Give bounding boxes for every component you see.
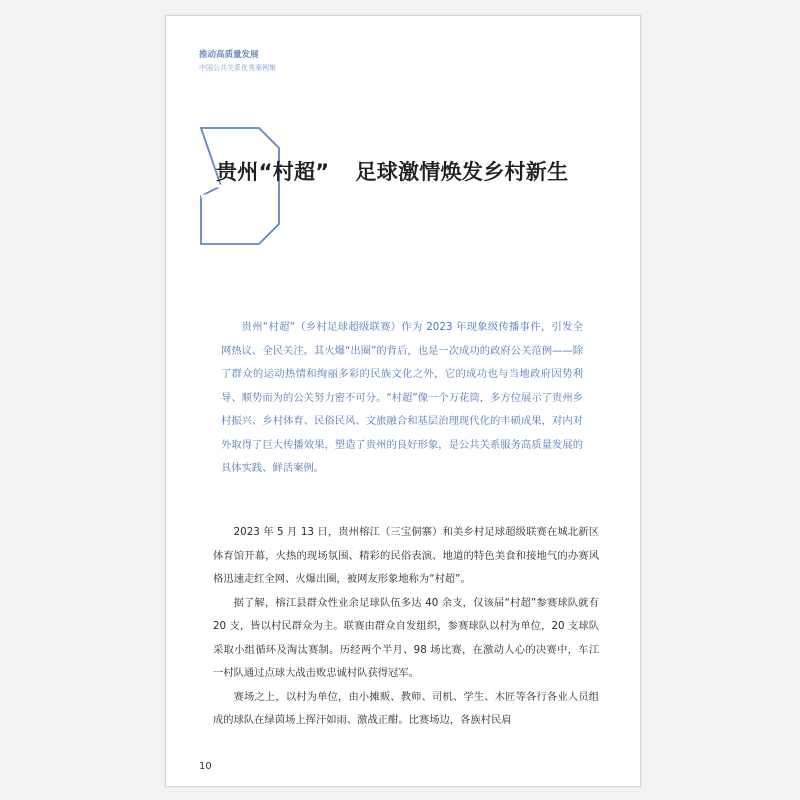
book-page [165, 15, 641, 787]
running-head-subtitle: 中国公共关系优秀案例集 [199, 64, 276, 72]
chapter-title-part2: 足球激情焕发乡村新生 [355, 160, 569, 184]
body-paragraph: 2023 年 5 月 13 日，贵州榕江（三宝侗寨）和美乡村足球超级联赛在城北新区体育馆开幕，火热的现场氛围、精彩的民俗表演、地道的特色美食和接地气的办赛风格迅速走红全网、火爆出圈，被网友形象地称为“村超”。 [213, 526, 599, 585]
running-head-title: 推动高质量发展 [199, 50, 259, 60]
page-number: 10 [199, 761, 212, 772]
running-head [199, 49, 276, 74]
body-text [213, 521, 599, 733]
body-paragraph: 据了解，榕江县群众性业余足球队伍多达 40 余支，仅该届“村超”参赛球队就有 20 支，皆以村民群众为主。联赛由群众自发组织，参赛球队以村为单位，20 支球队采取小组循环及淘汰赛制。历经两个半月、98 场比赛，在激动人心的决赛中，车江一村队通过点球大战击败忠诚村队获得冠军。 [213, 596, 599, 679]
chapter-title [216, 156, 616, 188]
body-paragraph: 赛场之上，以村为单位，由小摊贩、教师、司机、学生、木匠等各行各业人员组成的球队在绿茵场上挥汗如雨、激战正酣。比赛场边，各族村民肩 [213, 690, 599, 726]
chapter-title-part1: 贵州“村超” [216, 160, 330, 184]
abstract-paragraph: 贵州“村超”（乡村足球超级联赛）作为 2023 年现象级传播事件，引发全网热议、全民关注。其火爆“出圈”的背后，也是一次成功的政府公关范例——除了群众的运动热情和绚丽多彩的民族文化之外，它的成功也与当地政府因势利导、顺势而为的公关努力密不可分。“村超”像一个万花筒，多方位展示了贵州乡村振兴、乡村体育、民俗民风、文旅融合和基层治理现代化的丰硕成果，对内对外取得了巨大传播效果，塑造了贵州的良好形象，是公共关系服务高质量发展的具体实践、鲜活案例。 [221, 321, 583, 474]
